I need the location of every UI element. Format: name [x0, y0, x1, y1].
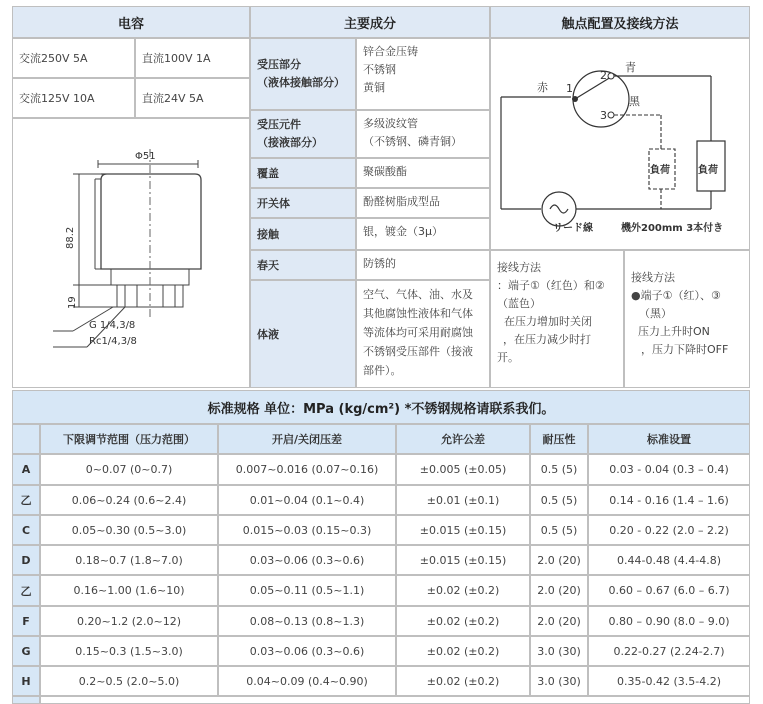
cell-range: 0.18~0.7 (1.8~7.0) [40, 545, 218, 575]
col-header-differential: 开启/关闭压差 [218, 424, 396, 454]
black-wire-label: 黑 [629, 95, 640, 108]
col-header-tolerance: 允许公差 [396, 424, 530, 454]
material-value-switch-body: 酚醛树脂成型品 [356, 188, 490, 218]
wiring-method-left: 接线方法 ：端子①（红色）和② （蓝色） 在压力增加时关闭 ，在压力减少时打 开。 [490, 250, 624, 388]
cell-differential: 0.04~0.09 (0.4~0.90) [218, 666, 396, 696]
terminal-3-label: 3 [600, 109, 607, 122]
material-label-cover: 覆盖 [250, 158, 356, 188]
rating-header: 电容 [12, 6, 250, 38]
rating-dc-100: 直流100V 1A [135, 38, 250, 78]
row-key: 乙 [12, 575, 40, 606]
cell-proof-pressure: 0.5 (5) [530, 515, 588, 545]
material-label-pressure-part: 受压部分 （液体接触部分） [250, 38, 356, 110]
cell-tolerance: ±0.015 (±0.15) [396, 545, 530, 575]
cell-proof-pressure: 2.0 (20) [530, 606, 588, 636]
row-key: 乙 [12, 485, 40, 515]
red-wire-label: 赤 [537, 81, 548, 94]
cell-proof-pressure: 3.0 (30) [530, 666, 588, 696]
cell-standard-setting: 0.20 - 0.22 (2.0 – 2.2) [588, 515, 750, 545]
row-key: A [12, 454, 40, 485]
spec-table-title: 标准规格 单位：MPa (kg/cm²) *不锈钢规格请联系我们。 [12, 390, 750, 424]
col-header-key [12, 424, 40, 454]
material-value-cover: 聚碳酸酯 [356, 158, 490, 188]
lower-height-label: 19 [67, 296, 78, 309]
cell-standard-setting: 0.35-0.42 (3.5-4.2) [588, 666, 750, 696]
cell-standard-setting: 0.60 – 0.67 (6.0 – 6.7) [588, 575, 750, 606]
wiring-schematic [491, 39, 749, 249]
material-label-fluid: 体液 [250, 280, 356, 388]
row-key: C [12, 515, 40, 545]
cell-range: 0.06~0.24 (0.6~2.4) [40, 485, 218, 515]
cell-proof-pressure: 0.5 (5) [530, 454, 588, 485]
load-label-dashed: 負荷 [650, 165, 670, 176]
row-key: D [12, 545, 40, 575]
cell-proof-pressure: 2.0 (20) [530, 545, 588, 575]
col-header-standard-setting: 标准设置 [588, 424, 750, 454]
thread-label-g: G 1/4,3/8 [89, 320, 136, 331]
row-key [12, 696, 40, 704]
material-value-pressure-part: 锌合金压铸 不锈钢 黄铜 [356, 38, 490, 110]
row-key: G [12, 636, 40, 666]
rating-ac-125: 交流125V 10A [12, 78, 135, 118]
cell-standard-setting: 0.44-0.48 (4.4-4.8) [588, 545, 750, 575]
rating-ac-250: 交流250V 5A [12, 38, 135, 78]
cell-tolerance: ±0.02 (±0.2) [396, 575, 530, 606]
material-label-spring: 春天 [250, 250, 356, 280]
cell-range: 0.16~1.00 (1.6~10) [40, 575, 218, 606]
cell-differential: 0.007~0.016 (0.07~0.16) [218, 454, 396, 485]
cell-standard-setting: 0.14 - 0.16 (1.4 – 1.6) [588, 485, 750, 515]
cell-proof-pressure: 2.0 (20) [530, 575, 588, 606]
cell-proof-pressure: 0.5 (5) [530, 485, 588, 515]
dimension-drawing [12, 118, 250, 388]
material-value-spring: 防锈的 [356, 250, 490, 280]
material-label-element: 受压元件 （接液部分） [250, 110, 356, 158]
contact-header: 触点配置及接线方法 [490, 6, 750, 38]
lead-wire-label: リード線 [553, 223, 593, 234]
cell-differential: 0.05~0.11 (0.5~1.1) [218, 575, 396, 606]
switch-outline-drawing [13, 119, 249, 387]
cell-proof-pressure: 3.0 (30) [530, 636, 588, 666]
cell-range: 0.20~1.2 (2.0~12) [40, 606, 218, 636]
thread-label-rc: Rc1/4,3/8 [89, 336, 137, 347]
wiring-diagram [490, 38, 750, 250]
material-label-contact: 接触 [250, 218, 356, 250]
cell-standard-setting: 0.03 - 0.04 (0.3 – 0.4) [588, 454, 750, 485]
cell-tolerance: ±0.02 (±0.2) [396, 636, 530, 666]
cell-range: 0~0.07 (0~0.7) [40, 454, 218, 485]
cell-tolerance: ±0.02 (±0.2) [396, 606, 530, 636]
rating-dc-24: 直流24V 5A [135, 78, 250, 118]
cell-range: 0.2~0.5 (2.0~5.0) [40, 666, 218, 696]
terminal-1-label: 1 [566, 82, 573, 95]
cell-tolerance: ±0.01 (±0.1) [396, 485, 530, 515]
cell-differential: 0.015~0.03 (0.15~0.3) [218, 515, 396, 545]
col-header-proof-pressure: 耐压性 [530, 424, 588, 454]
diameter-label: Φ51 [135, 151, 156, 162]
cell-standard-setting: 0.22-0.27 (2.24-2.7) [588, 636, 750, 666]
height-label: 88.2 [65, 226, 76, 249]
material-header: 主要成分 [250, 6, 490, 38]
cell-range: 0.15~0.3 (1.5~3.0) [40, 636, 218, 666]
material-label-switch-body: 开关体 [250, 188, 356, 218]
wiring-method-right: 接线方法 ●端子①（红）、③ （黑） 压力上升时ON ，压力下降时OFF [624, 250, 750, 388]
cell-range: 0.05~0.30 (0.5~3.0) [40, 515, 218, 545]
terminal-2-label: 2 [600, 69, 607, 82]
material-value-element: 多级波纹管 （不锈钢、磷青铜） [356, 110, 490, 158]
cell-differential: 0.01~0.04 (0.1~0.4) [218, 485, 396, 515]
blue-wire-label: 青 [625, 61, 636, 74]
cell-tolerance: ±0.015 (±0.15) [396, 515, 530, 545]
cell-differential: 0.08~0.13 (0.8~1.3) [218, 606, 396, 636]
cell-tolerance: ±0.02 (±0.2) [396, 666, 530, 696]
material-value-contact: 银，镀金（3μ） [356, 218, 490, 250]
material-value-fluid: 空气、气体、油、水及 其他腐蚀性液体和气体 等流体均可采用耐腐蚀 不锈钢受压部件（接液 部件）。 [356, 280, 490, 388]
row-key: H [12, 666, 40, 696]
cell-differential: 0.03~0.06 (0.3~0.6) [218, 636, 396, 666]
table-row [40, 696, 750, 704]
cell-differential: 0.03~0.06 (0.3~0.6) [218, 545, 396, 575]
load-label-solid: 負荷 [698, 165, 718, 176]
cell-tolerance: ±0.005 (±0.05) [396, 454, 530, 485]
lead-wire-spec: 機外200mm 3本付き [621, 223, 724, 234]
col-header-range: 下限调节范围（压力范围） [40, 424, 218, 454]
row-key: F [12, 606, 40, 636]
cell-standard-setting: 0.80 – 0.90 (8.0 – 9.0) [588, 606, 750, 636]
